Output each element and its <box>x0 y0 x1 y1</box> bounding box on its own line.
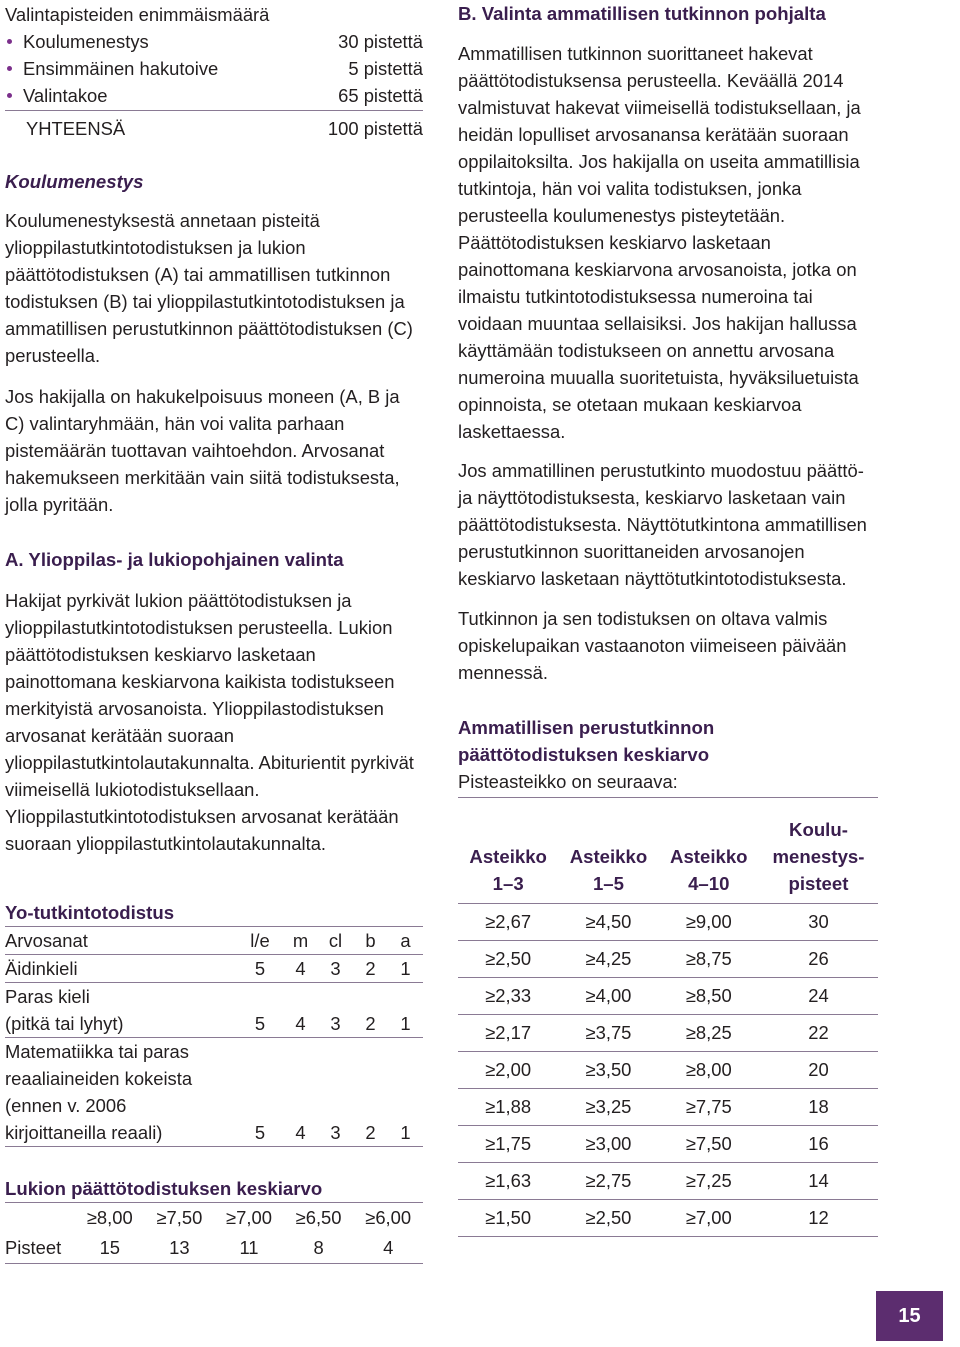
scale-heading-line-2: päättötodistuksen keskiarvo <box>458 744 710 765</box>
table-row <box>458 1052 878 1089</box>
table-cell: ≥8,75 <box>659 941 759 978</box>
table-cell: 11 <box>214 1233 284 1264</box>
table-cell: ≥8,00 <box>75 1203 145 1234</box>
table-row <box>458 941 878 978</box>
table-cell: 5 <box>237 955 283 983</box>
table-row <box>5 1233 423 1264</box>
table-header-cell: a <box>388 927 423 955</box>
points-item <box>5 55 423 82</box>
points-total-value: 100 pistettä <box>327 118 423 139</box>
table-cell: ≥2,75 <box>558 1163 658 1200</box>
bullet-icon <box>7 39 12 44</box>
section-a-heading: A. Ylioppilas- ja lukiopohjainen valinta <box>5 549 344 570</box>
table-header-row <box>5 927 423 955</box>
table-row <box>458 978 878 1015</box>
table-cell: ≥6,50 <box>284 1203 354 1234</box>
table-row <box>458 1015 878 1052</box>
table-cell: ≥4,50 <box>558 904 658 941</box>
koulumenestys-heading: Koulumenestys <box>5 171 144 192</box>
points-total-label: YHTEENSÄ <box>26 118 126 139</box>
points-title: Valintapisteiden enimmäismäärä <box>5 4 270 25</box>
table-cell: 1 <box>388 955 423 983</box>
koulumenestys-paragraph-1: Koulumenestyksestä annetaan pisteitä ylioppilastutkintotodistuksen ja lukion päättötodistuksen (A) tai ammatillisen tutkinnon todistuksen (B) tai ylioppilastutkintotodistuksen ja ammatillisen perustutkinnon päättötodistuksen (C) perusteella. <box>5 210 413 366</box>
table-row <box>5 1038 423 1147</box>
table-cell: ≥2,00 <box>458 1052 558 1089</box>
table-cell: ≥7,50 <box>659 1126 759 1163</box>
table-cell: ≥2,17 <box>458 1015 558 1052</box>
table-cell: ≥1,50 <box>458 1200 558 1237</box>
table-cell-line: (pitkä tai lyhyt) <box>5 1013 124 1034</box>
table-cell: ≥4,00 <box>558 978 658 1015</box>
table-cell <box>5 983 237 1038</box>
table-cell: 20 <box>759 1052 878 1089</box>
table-header-cell: cl <box>318 927 353 955</box>
table-cell: ≥2,50 <box>458 941 558 978</box>
table-cell: 3 <box>318 955 353 983</box>
table-cell: 14 <box>759 1163 878 1200</box>
table-cell: 3 <box>318 983 353 1038</box>
scale-subtitle: Pisteasteikko on seuraava: <box>458 771 678 792</box>
table-row <box>5 1203 423 1234</box>
section-b-paragraph-3: Tutkinnon ja sen todistuksen on oltava valmis opiskelupaikan vastaanoton viimeiseen päivään mennessä. <box>458 608 847 683</box>
points-item-value: 65 pistettä <box>338 85 423 106</box>
table-cell: ≥2,67 <box>458 904 558 941</box>
table-header-cell: m <box>283 927 318 955</box>
scale-table-body <box>458 904 878 1237</box>
table-cell: 22 <box>759 1015 878 1052</box>
table-header-cell: Asteikko 1–5 <box>558 816 658 904</box>
table-cell: 2 <box>353 983 388 1038</box>
table-row <box>458 1200 878 1237</box>
table-row <box>5 983 423 1038</box>
page-number: 15 <box>876 1291 943 1341</box>
scale-heading-line-1: Ammatillisen perustutkinnon <box>458 717 715 738</box>
table-cell: 4 <box>283 983 318 1038</box>
table-cell: ≥3,75 <box>558 1015 658 1052</box>
section-b-heading: B. Valinta ammatillisen tutkinnon pohjalta <box>458 3 826 24</box>
table-cell: 1 <box>388 983 423 1038</box>
table-cell: 4 <box>353 1233 423 1264</box>
bullet-icon <box>7 66 12 71</box>
table-header-cell: Arvosanat <box>5 927 237 955</box>
table-cell: 30 <box>759 904 878 941</box>
table-cell: ≥1,75 <box>458 1126 558 1163</box>
yo-table-heading: Yo-tutkintotodistus <box>5 902 175 923</box>
table-cell: 2 <box>353 1038 388 1147</box>
table-cell: 3 <box>318 1038 353 1147</box>
table-cell-line: Paras kieli <box>5 986 90 1007</box>
table-cell <box>5 1203 75 1234</box>
table-cell: 5 <box>237 1038 283 1147</box>
points-item-label: Ensimmäinen hakutoive <box>23 58 219 79</box>
table-cell: 4 <box>283 955 318 983</box>
table-cell: 8 <box>284 1233 354 1264</box>
table-row <box>458 1163 878 1200</box>
table-header-cell: l/e <box>237 927 283 955</box>
table-row <box>458 1089 878 1126</box>
points-list <box>5 28 423 142</box>
table-cell: 12 <box>759 1200 878 1237</box>
divider <box>458 797 878 798</box>
table-cell: 4 <box>283 1038 318 1147</box>
points-item-label: Valintakoe <box>23 85 108 106</box>
section-b-paragraph-2: Jos ammatillinen perustutkinto muodostuu päättö- ja näyttötodistuksesta, keskiarvo lasketaan vain päättötodistuksesta. Näyttötutkintona ammatillisen perustutkinnon suorittaneiden arvosanojen keskiarvo lasketaan näyttötutkintotodistuksesta. <box>458 460 867 589</box>
table-cell: ≥7,75 <box>659 1089 759 1126</box>
table-header-cell: Asteikko 1–3 <box>458 816 558 904</box>
section-a-paragraph: Hakijat pyrkivät lukion päättötodistuksen ja ylioppilastutkintotodistuksen perusteella. Lukion päättötodistuksen keskiarvo lasketaan painottomana keskiarvona kaikista todistukseen merkityistä arvosanoista. Ylioppilastodistuksen arvosanat kerätään suoraan ylioppilastutkintolautakunnalta. Abiturientit pyrkivät viimeisellä lukiotodistuksellaan. Ylioppilastutkintotodistuksen arvosanat kerätään suoraan ylioppilastutkintolautakunnalta. <box>5 590 414 854</box>
table-header-row <box>458 816 878 904</box>
table-cell: ≥3,50 <box>558 1052 658 1089</box>
table-cell: Äidinkieli <box>5 955 237 983</box>
bullet-icon <box>7 93 12 98</box>
points-item-value: 30 pistettä <box>338 31 423 52</box>
table-cell: 26 <box>759 941 878 978</box>
table-header-cell: Koulu- menestys- pisteet <box>759 816 878 904</box>
table-cell: ≥7,00 <box>214 1203 284 1234</box>
table-cell: 1 <box>388 1038 423 1147</box>
table-cell: Pisteet <box>5 1233 75 1264</box>
table-cell-line: kirjoittaneilla reaali) <box>5 1122 163 1143</box>
points-item-value: 5 pistettä <box>348 58 423 79</box>
lukio-table-heading: Lukion päättötodistuksen keskiarvo <box>5 1178 323 1199</box>
scale-table <box>458 816 878 1237</box>
table-cell-line: reaaliaineiden kokeista <box>5 1068 193 1089</box>
koulumenestys-paragraph-2: Jos hakijalla on hakukelpoisuus moneen (A, B ja C) valintaryhmään, hän voi valita parhaan pistemäärän tuottavan vaihtoehdon. Arvosanat hakemukseen merkitään vain siitä todistuksesta, jolla pyritään. <box>5 386 400 515</box>
table-cell: ≥7,50 <box>145 1203 215 1234</box>
points-item <box>5 82 423 109</box>
yo-grade-table <box>5 926 423 1147</box>
table-cell: 13 <box>145 1233 215 1264</box>
table-cell: ≥3,00 <box>558 1126 658 1163</box>
left-column <box>5 0 423 1264</box>
table-cell-line: (ennen v. 2006 <box>5 1095 127 1116</box>
table-cell: ≥6,00 <box>353 1203 423 1234</box>
table-cell: 15 <box>75 1233 145 1264</box>
table-cell: ≥7,00 <box>659 1200 759 1237</box>
table-cell: ≥4,25 <box>558 941 658 978</box>
table-cell-line: Matematiikka tai paras <box>5 1041 189 1062</box>
points-item <box>5 28 423 55</box>
table-header-cell: Asteikko 4–10 <box>659 816 759 904</box>
table-cell: ≥8,00 <box>659 1052 759 1089</box>
table-cell: ≥9,00 <box>659 904 759 941</box>
section-b-paragraph-1: Ammatillisen tutkinnon suorittaneet hakevat päättötodistuksensa perusteella. Keväällä 2014 valmistuvat hakevat viimeisellä todistuksellaan, ja heidän lopulliset arvosanansa kerätään suoraan oppilaitoksilta. Jos hakijalla on useita ammatillisia tutkintoja, hän voi valita todistuksen, jonka perusteella koulumenestys pisteytetään. Päättötodistuksen keskiarvo lasketaan painottomana keskiarvona arvosanoista, jotka on ilmaistu tutkintotodistuksessa numeroina tai voidaan muuntaa sellaisiksi. Jos hakijan hallussa käyttämään todistukseen on annettu arvosana numeroina muualla suoritetuista, hyväksiluetuista opinnoista, se otetaan mukaan keskiarvoa laskettaessa. <box>458 43 861 442</box>
table-cell: 18 <box>759 1089 878 1126</box>
right-column <box>458 0 878 1237</box>
table-cell: 2 <box>353 955 388 983</box>
table-cell: ≥1,88 <box>458 1089 558 1126</box>
table-row <box>458 1126 878 1163</box>
table-header-cell: b <box>353 927 388 955</box>
points-item-label: Koulumenestys <box>23 31 149 52</box>
lukio-points-table <box>5 1202 423 1264</box>
table-cell: 16 <box>759 1126 878 1163</box>
table-cell: ≥8,50 <box>659 978 759 1015</box>
table-cell: ≥3,25 <box>558 1089 658 1126</box>
table-cell: ≥2,50 <box>558 1200 658 1237</box>
table-cell: 24 <box>759 978 878 1015</box>
points-total <box>5 110 423 142</box>
table-row <box>5 955 423 983</box>
table-cell: ≥2,33 <box>458 978 558 1015</box>
table-cell: 5 <box>237 983 283 1038</box>
table-row <box>458 904 878 941</box>
table-cell: ≥1,63 <box>458 1163 558 1200</box>
table-cell: ≥7,25 <box>659 1163 759 1200</box>
table-cell <box>5 1038 237 1147</box>
table-cell: ≥8,25 <box>659 1015 759 1052</box>
